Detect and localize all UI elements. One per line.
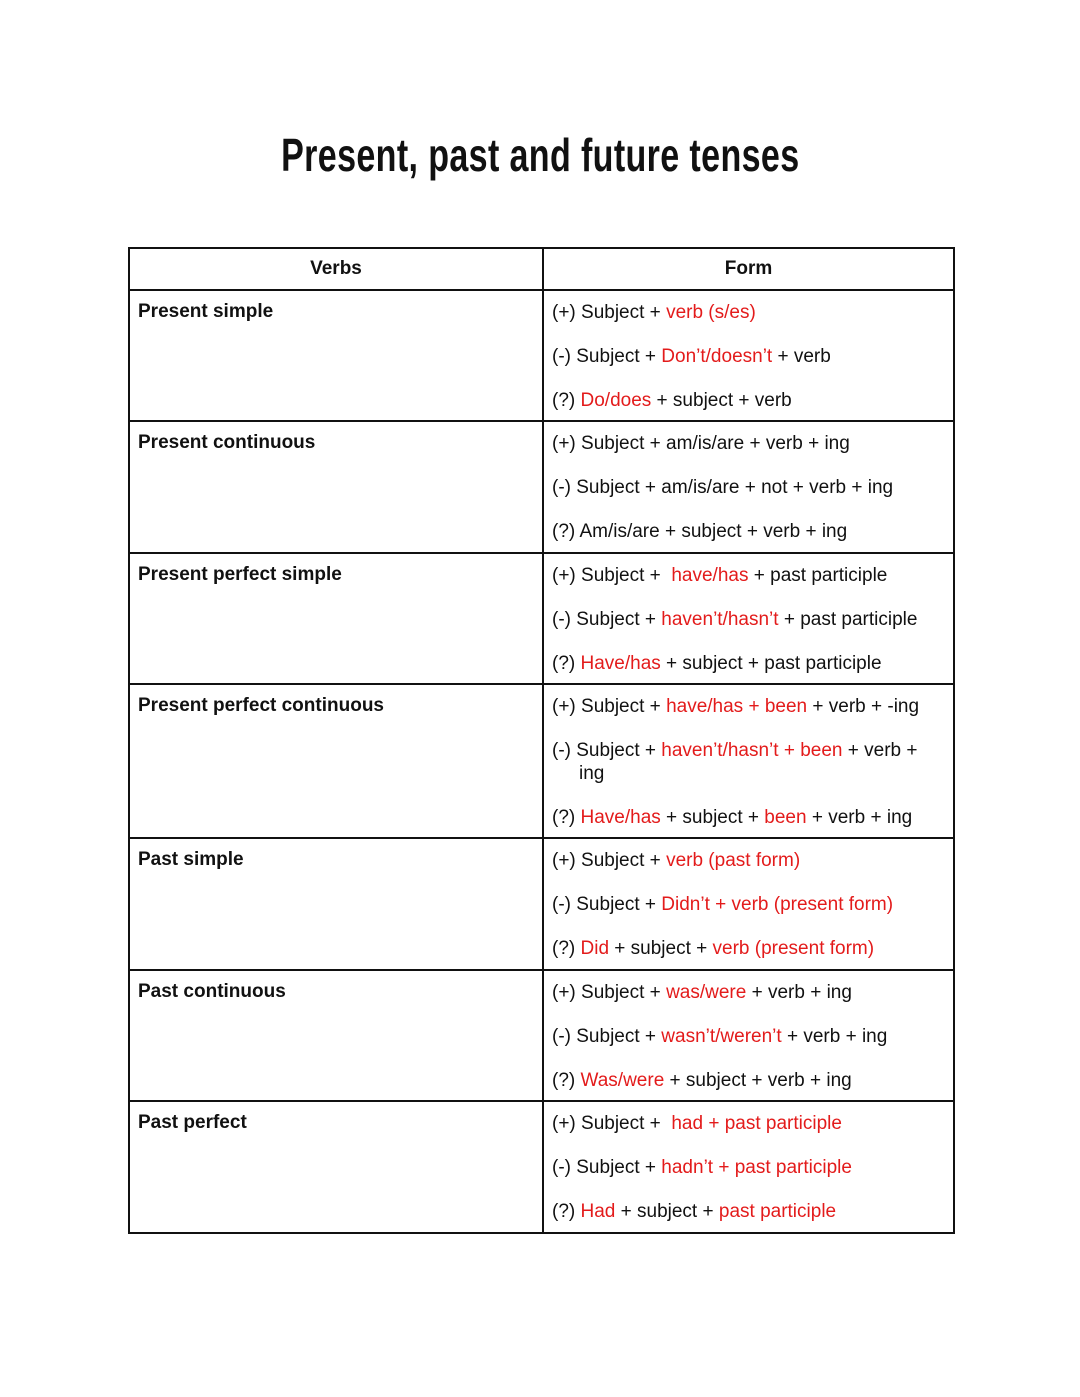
- text-segment: (-) Subject +: [552, 1026, 662, 1047]
- highlighted-segment: Have/has: [580, 807, 661, 828]
- highlighted-segment: had + past participle: [671, 1113, 842, 1134]
- text-segment: (-) Subject +: [552, 740, 662, 761]
- text-segment: + subject + verb + ing: [664, 1070, 852, 1091]
- table-row: [129, 684, 954, 838]
- text-segment: (?): [552, 653, 581, 674]
- text-segment: (?) Am/is/are + subject + verb + ing: [552, 521, 848, 542]
- form-line: [552, 739, 939, 785]
- text-segment: (?): [552, 1070, 581, 1091]
- highlighted-segment: wasn’t/weren’t: [661, 1026, 782, 1047]
- tense-name: Present continuous: [129, 421, 543, 553]
- header-form: Form: [543, 248, 954, 290]
- text-segment: + verb + -ing: [807, 696, 920, 717]
- form-line: [552, 937, 945, 960]
- table-body: [129, 290, 954, 1233]
- text-segment: + subject + verb: [651, 390, 792, 411]
- highlighted-segment: Didn’t + verb (present form): [661, 894, 894, 915]
- highlighted-segment: Don’t/doesn’t: [661, 346, 773, 367]
- tense-name: Present simple: [129, 290, 543, 421]
- tense-forms: [543, 553, 954, 684]
- text-segment: + past participle: [748, 565, 888, 586]
- table-row: [129, 1101, 954, 1233]
- text-segment: + verb: [772, 346, 831, 367]
- highlighted-segment: verb (present form): [712, 938, 875, 959]
- text-segment: (+) Subject +: [552, 302, 667, 323]
- text-segment: (+) Subject +: [552, 696, 667, 717]
- text-segment: (?): [552, 390, 581, 411]
- text-segment: + verb + ing: [806, 807, 913, 828]
- tense-forms: [543, 970, 954, 1101]
- tense-forms: [543, 1101, 954, 1233]
- highlighted-segment: haven’t/hasn’t: [661, 609, 779, 630]
- form-line: [552, 893, 945, 916]
- tenses-table: [128, 247, 955, 1234]
- table-row: [129, 290, 954, 421]
- highlighted-segment: have/has: [671, 565, 749, 586]
- highlighted-segment: Was/were: [580, 1070, 665, 1091]
- text-segment: (+) Subject + am/is/are + verb + ing: [552, 433, 850, 454]
- table-header-row: [129, 248, 954, 290]
- text-segment: (-) Subject + am/is/are + not + verb + ing: [552, 477, 894, 498]
- form-line: [552, 476, 945, 499]
- highlighted-segment: Had: [580, 1201, 616, 1222]
- text-segment: (+) Subject +: [552, 565, 672, 586]
- highlighted-segment: Have/has: [580, 653, 661, 674]
- form-line: [552, 849, 945, 872]
- text-segment: (+) Subject +: [552, 1113, 672, 1134]
- form-line: [552, 652, 945, 675]
- highlighted-segment: Did: [580, 938, 610, 959]
- text-segment: + subject +: [660, 807, 765, 828]
- highlighted-segment: been: [764, 807, 807, 828]
- text-segment: (+) Subject +: [552, 982, 667, 1003]
- page-title: [0, 128, 1080, 182]
- form-line: [552, 1112, 945, 1135]
- form-line: [552, 432, 945, 455]
- text-segment: + subject +: [615, 1201, 719, 1222]
- highlighted-segment: Do/does: [580, 390, 652, 411]
- text-segment: (+) Subject +: [552, 850, 667, 871]
- highlighted-segment: verb (past form): [666, 850, 801, 871]
- table-row: [129, 838, 954, 970]
- highlighted-segment: have/has + been: [666, 696, 808, 717]
- form-line: [552, 564, 945, 587]
- tense-forms: [543, 421, 954, 553]
- tense-name: Past perfect: [129, 1101, 543, 1233]
- form-line: [552, 301, 945, 324]
- text-segment: + subject +: [609, 938, 713, 959]
- text-segment: + past participle: [778, 609, 918, 630]
- highlighted-segment: verb (s/es): [666, 302, 756, 323]
- form-line: [552, 389, 945, 412]
- text-segment: (?): [552, 938, 581, 959]
- text-segment: (?): [552, 807, 581, 828]
- form-line: [552, 1200, 945, 1223]
- text-segment: + subject + past participle: [660, 653, 882, 674]
- form-line: [552, 1025, 945, 1048]
- tense-forms: [543, 838, 954, 970]
- form-line: [552, 1156, 945, 1179]
- form-line: [552, 981, 945, 1004]
- tense-forms: [543, 290, 954, 421]
- highlighted-segment: haven’t/hasn’t + been: [661, 740, 843, 761]
- form-line: [552, 806, 945, 829]
- highlighted-segment: was/were: [666, 982, 747, 1003]
- table-row: [129, 970, 954, 1101]
- text-segment: (?): [552, 1201, 581, 1222]
- tense-forms: [543, 684, 954, 838]
- table-row: [129, 421, 954, 553]
- table-row: [129, 553, 954, 684]
- title-text: Present, past and future tenses: [280, 129, 800, 181]
- text-segment: + verb + ing: [579, 740, 923, 784]
- form-line: [552, 1069, 945, 1092]
- tense-name: Present perfect simple: [129, 553, 543, 684]
- highlighted-segment: hadn’t + past participle: [661, 1157, 852, 1178]
- text-segment: (-) Subject +: [552, 1157, 662, 1178]
- header-verbs: Verbs: [129, 248, 543, 290]
- tense-name: Past continuous: [129, 970, 543, 1101]
- form-line: [552, 695, 945, 718]
- tense-name: Present perfect continuous: [129, 684, 543, 838]
- text-segment: + verb + ing: [746, 982, 852, 1003]
- highlighted-segment: past participle: [718, 1201, 837, 1222]
- text-segment: (-) Subject +: [552, 346, 662, 367]
- text-segment: (-) Subject +: [552, 894, 662, 915]
- form-line: [552, 608, 945, 631]
- form-line: [552, 345, 945, 368]
- form-line: [552, 520, 945, 543]
- text-segment: (-) Subject +: [552, 609, 662, 630]
- tense-name: Past simple: [129, 838, 543, 970]
- text-segment: + verb + ing: [781, 1026, 888, 1047]
